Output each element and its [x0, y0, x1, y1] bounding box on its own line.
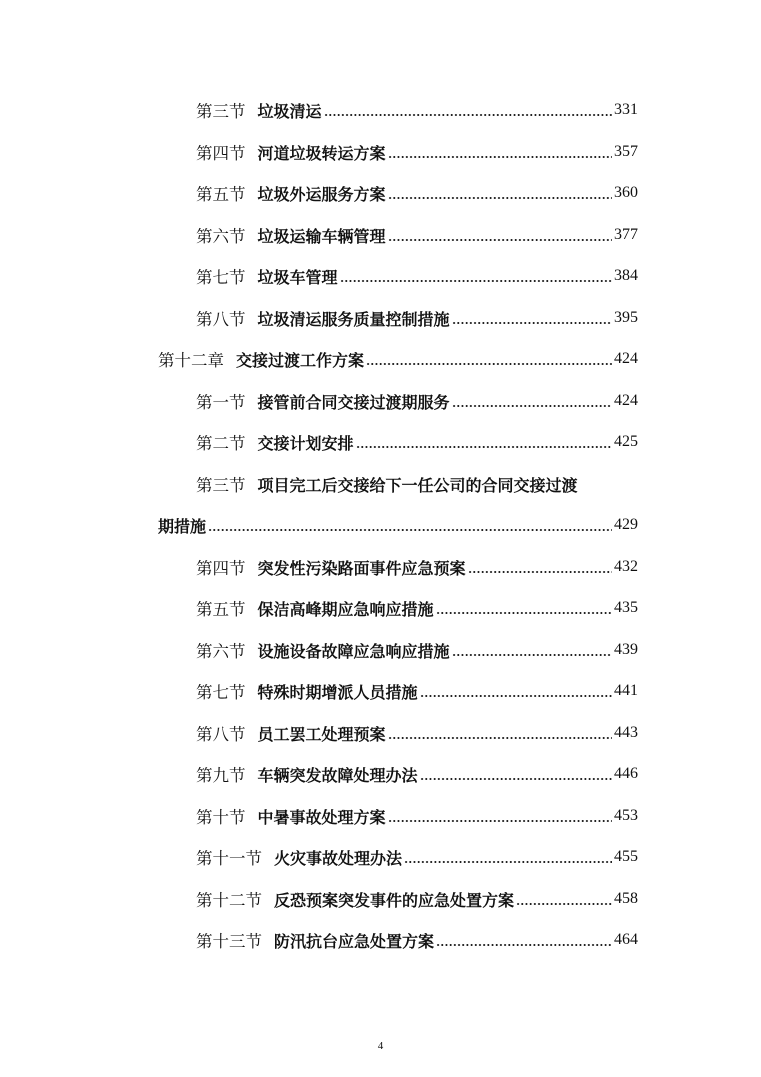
toc-entry[interactable] [196, 925, 638, 955]
toc-entry-page: 377 [614, 226, 638, 243]
toc-entry-page: 432 [614, 558, 638, 575]
toc-entry-page: 424 [614, 392, 638, 409]
toc-entry[interactable] [196, 635, 638, 665]
dot-leader [388, 155, 612, 159]
dot-leader [388, 819, 612, 823]
toc-entry-page: 435 [614, 599, 638, 616]
toc-entry[interactable] [196, 593, 638, 623]
dot-leader [366, 362, 612, 366]
dot-leader [420, 777, 612, 781]
toc-entry-page: 424 [614, 350, 638, 367]
toc-entry-number: 第十三节 [196, 932, 262, 951]
toc-entry-title: 项目完工后交接给下一任公司的合同交接过渡 [257, 475, 578, 495]
toc-entry[interactable] [196, 427, 638, 457]
toc-entry[interactable] [196, 676, 638, 706]
toc-entry-page: 453 [614, 807, 638, 824]
dot-leader [436, 943, 612, 947]
toc-entry-title: 河道垃圾转运方案 [257, 143, 386, 163]
toc-entry-number: 第八节 [196, 310, 246, 329]
toc-entry[interactable] [196, 95, 638, 125]
dot-leader [452, 653, 612, 657]
toc-entry-number: 第一节 [196, 393, 246, 412]
toc-entry-page: 360 [614, 184, 638, 201]
toc-entry[interactable] [196, 469, 639, 499]
toc-entry[interactable] [196, 261, 638, 291]
toc-entry-number: 第八节 [196, 725, 246, 744]
toc-entry[interactable] [196, 137, 638, 167]
toc-entry-title: 员工罢工处理预案 [257, 724, 386, 744]
dot-leader [516, 902, 612, 906]
toc-entry[interactable] [196, 884, 638, 914]
dot-leader [436, 611, 612, 615]
dot-leader [356, 445, 612, 449]
toc-entry-page: 357 [614, 143, 638, 160]
toc-entry[interactable] [196, 718, 638, 748]
dot-leader [404, 860, 612, 864]
toc-entry-page: 429 [614, 516, 638, 533]
toc-entry-page: 446 [614, 765, 638, 782]
toc-entry-title: 特殊时期增派人员措施 [257, 682, 418, 702]
toc-entry-title: 交接过渡工作方案 [236, 350, 365, 370]
toc-entry-title: 反恐预案突发事件的应急处置方案 [274, 890, 515, 910]
toc-entry-page: 331 [614, 101, 638, 118]
toc-entry-title: 垃圾清运 [257, 101, 322, 121]
toc-entry-title: 防汛抗台应急处置方案 [274, 931, 435, 951]
toc-entry-page: 439 [614, 641, 638, 658]
toc-entry-number: 第十二章 [158, 351, 224, 370]
toc-entry[interactable] [196, 303, 638, 333]
toc-chapter-entry[interactable] [158, 344, 638, 374]
dot-leader [208, 528, 612, 532]
dot-leader [388, 196, 612, 200]
toc-entry[interactable] [196, 801, 638, 831]
toc-entry[interactable] [196, 178, 638, 208]
toc-entry-number: 第七节 [196, 683, 246, 702]
toc-entry-number: 第四节 [196, 144, 246, 163]
toc-entry-title: 中暑事故处理方案 [257, 807, 386, 827]
toc-entry-number: 第十节 [196, 808, 246, 827]
dot-leader [452, 321, 612, 325]
toc-entry-title: 垃圾车管理 [257, 267, 338, 287]
dot-leader [388, 238, 612, 242]
toc-entry[interactable] [196, 552, 638, 582]
toc-entry-page: 395 [614, 309, 638, 326]
dot-leader [420, 694, 612, 698]
toc-entry-page: 455 [614, 848, 638, 865]
toc-entry-page: 458 [614, 890, 638, 907]
toc-entry[interactable] [196, 220, 638, 250]
toc-entry[interactable] [196, 759, 638, 789]
toc-entry-title-continued: 期措施 [158, 516, 207, 536]
toc-entry-title: 交接计划安排 [257, 433, 354, 453]
toc-entry[interactable] [196, 842, 638, 872]
dot-leader [340, 279, 612, 283]
toc-entry-title: 接管前合同交接过渡期服务 [257, 392, 450, 412]
toc-entry-continuation[interactable] [158, 510, 638, 540]
page-number: 4 [377, 1040, 384, 1052]
toc-entry-title: 车辆突发故障处理办法 [257, 765, 418, 785]
toc-entry-number: 第二节 [196, 434, 246, 453]
toc-entry-number: 第三节 [196, 102, 246, 121]
toc-entry-number: 第四节 [196, 559, 246, 578]
toc-entry-number: 第七节 [196, 268, 246, 287]
toc-entry-number: 第十一节 [196, 849, 262, 868]
dot-leader [452, 404, 612, 408]
toc-entry-page: 443 [614, 724, 638, 741]
toc-entry-page: 425 [614, 433, 638, 450]
toc-entry-title: 设施设备故障应急响应措施 [257, 641, 450, 661]
dot-leader [388, 736, 612, 740]
toc-entry-title: 保洁高峰期应急响应措施 [257, 599, 434, 619]
dot-leader [324, 113, 612, 117]
toc-entry-number: 第十二节 [196, 891, 262, 910]
toc-entry-page: 441 [614, 682, 638, 699]
toc-entry-title: 突发性污染路面事件应急预案 [257, 558, 466, 578]
toc-entry-title: 垃圾运输车辆管理 [257, 226, 386, 246]
toc-entry-number: 第六节 [196, 227, 246, 246]
toc-entry-number: 第九节 [196, 766, 246, 785]
toc-entry-page: 384 [614, 267, 638, 284]
toc-entry-number: 第五节 [196, 600, 246, 619]
toc-entry-title: 垃圾外运服务方案 [257, 184, 386, 204]
toc-entry-title: 火灾事故处理办法 [274, 848, 403, 868]
toc-entry[interactable] [196, 386, 638, 416]
toc-entry-number: 第三节 [196, 476, 246, 495]
toc-entry-title: 垃圾清运服务质量控制措施 [257, 309, 450, 329]
toc-entry-number: 第五节 [196, 185, 246, 204]
toc-entry-page: 464 [614, 931, 638, 948]
dot-leader [468, 570, 612, 574]
toc-entry-number: 第六节 [196, 642, 246, 661]
